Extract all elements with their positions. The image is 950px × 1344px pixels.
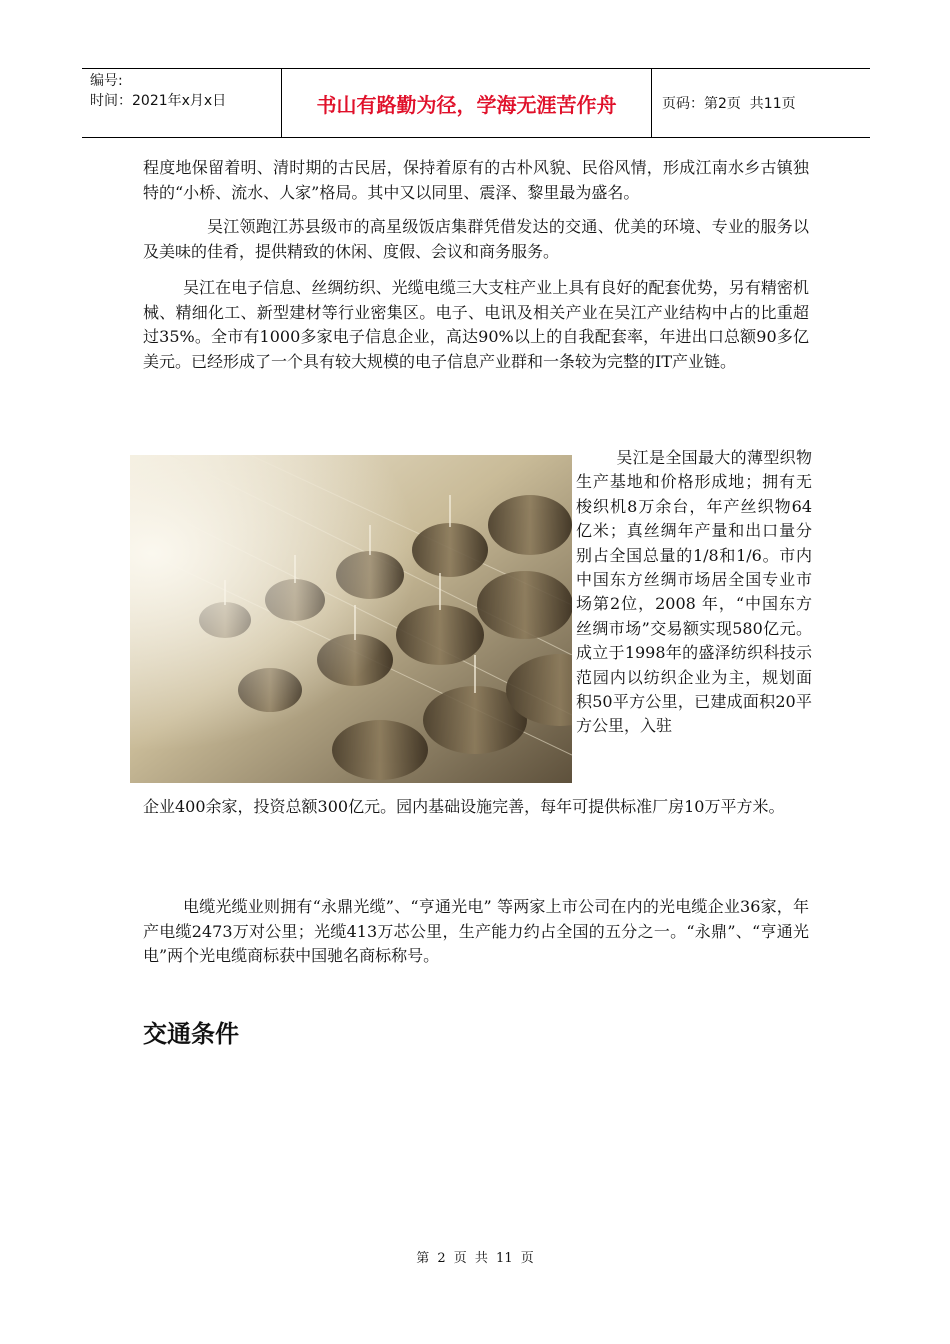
- paragraph-old-town: 程度地保留着明、清时期的古民居，保持着原有的古朴风貌、民俗风情，形成江南水乡古镇独特的“小桥、流水、人家”格局。其中又以同里、震泽、黎里最为盛名。: [143, 158, 809, 202]
- textile-side-paragraph: [576, 446, 812, 739]
- header-meta: [82, 69, 282, 137]
- paragraph-hotels: 吴江领跑江苏县级市的高星级饭店集群凭借发达的交通、优美的环境、专业的服务以及美味的佳肴，提供精致的休闲、度假、会议和商务服务。: [143, 217, 809, 261]
- textile-continuation: 企业400余家，投资总额300亿元。园内基础设施完善，每年可提供标准厂房10万平方米。: [143, 797, 785, 816]
- number-label: 编号:: [90, 73, 123, 89]
- body-text: [143, 156, 809, 386]
- header-motto: 书山有路勤为径，学海无涯苦作舟: [282, 69, 652, 137]
- textile-side-text: 吴江是全国最大的薄型织物生产基地和价格形成地；拥有无梭织机8万余台，年产丝织物64亿米；真丝绸年产量和出口量分别占全国总量的1/8和1/6。市内中国东方丝绸市场居全国专业市场第2位，2008 年，“中国东方丝绸市场”交易额实现580亿元。成立于1998年的盛泽纺织科技示范园内以纺织企业为主，规划面积50平方公里，已建成面积20平方公里，入驻: [576, 448, 812, 736]
- page-header: [82, 68, 870, 138]
- section-title: 交通条件: [143, 1020, 239, 1048]
- header-page-info: [652, 69, 870, 137]
- paragraph-industry: 吴江在电子信息、丝绸纺织、光缆电缆三大支柱产业上具有良好的配套优势，另有精密机械、精细化工、新型建材等行业密集区。电子、电讯及相关产业在吴江产业结构中占的比重超过35%。全市有1000多家电子信息企业，高达90%以上的自我配套率，年进出口总额90多亿美元。已经形成了一个具有较大规模的电子信息产业群和一条较为完整的IT产业链。: [143, 278, 809, 371]
- paragraph-cable: 电缆光缆业则拥有“永鼎光缆”、“亨通光电” 等两家上市公司在内的光电缆企业36家，年产电缆2473万对公里；光缆413万芯公里，生产能力约占全国的五分之一。“永鼎”、“亨通光电”两个光电缆商标获中国驰名商标称号。: [143, 897, 809, 965]
- page-footer: 第 2 页 共 11 页: [416, 1251, 534, 1266]
- page-info-text: 页码：第2页 共11页: [662, 96, 796, 112]
- time-label: 时间：2021年x月x日: [90, 93, 227, 109]
- textile-machine-photo: [130, 455, 572, 783]
